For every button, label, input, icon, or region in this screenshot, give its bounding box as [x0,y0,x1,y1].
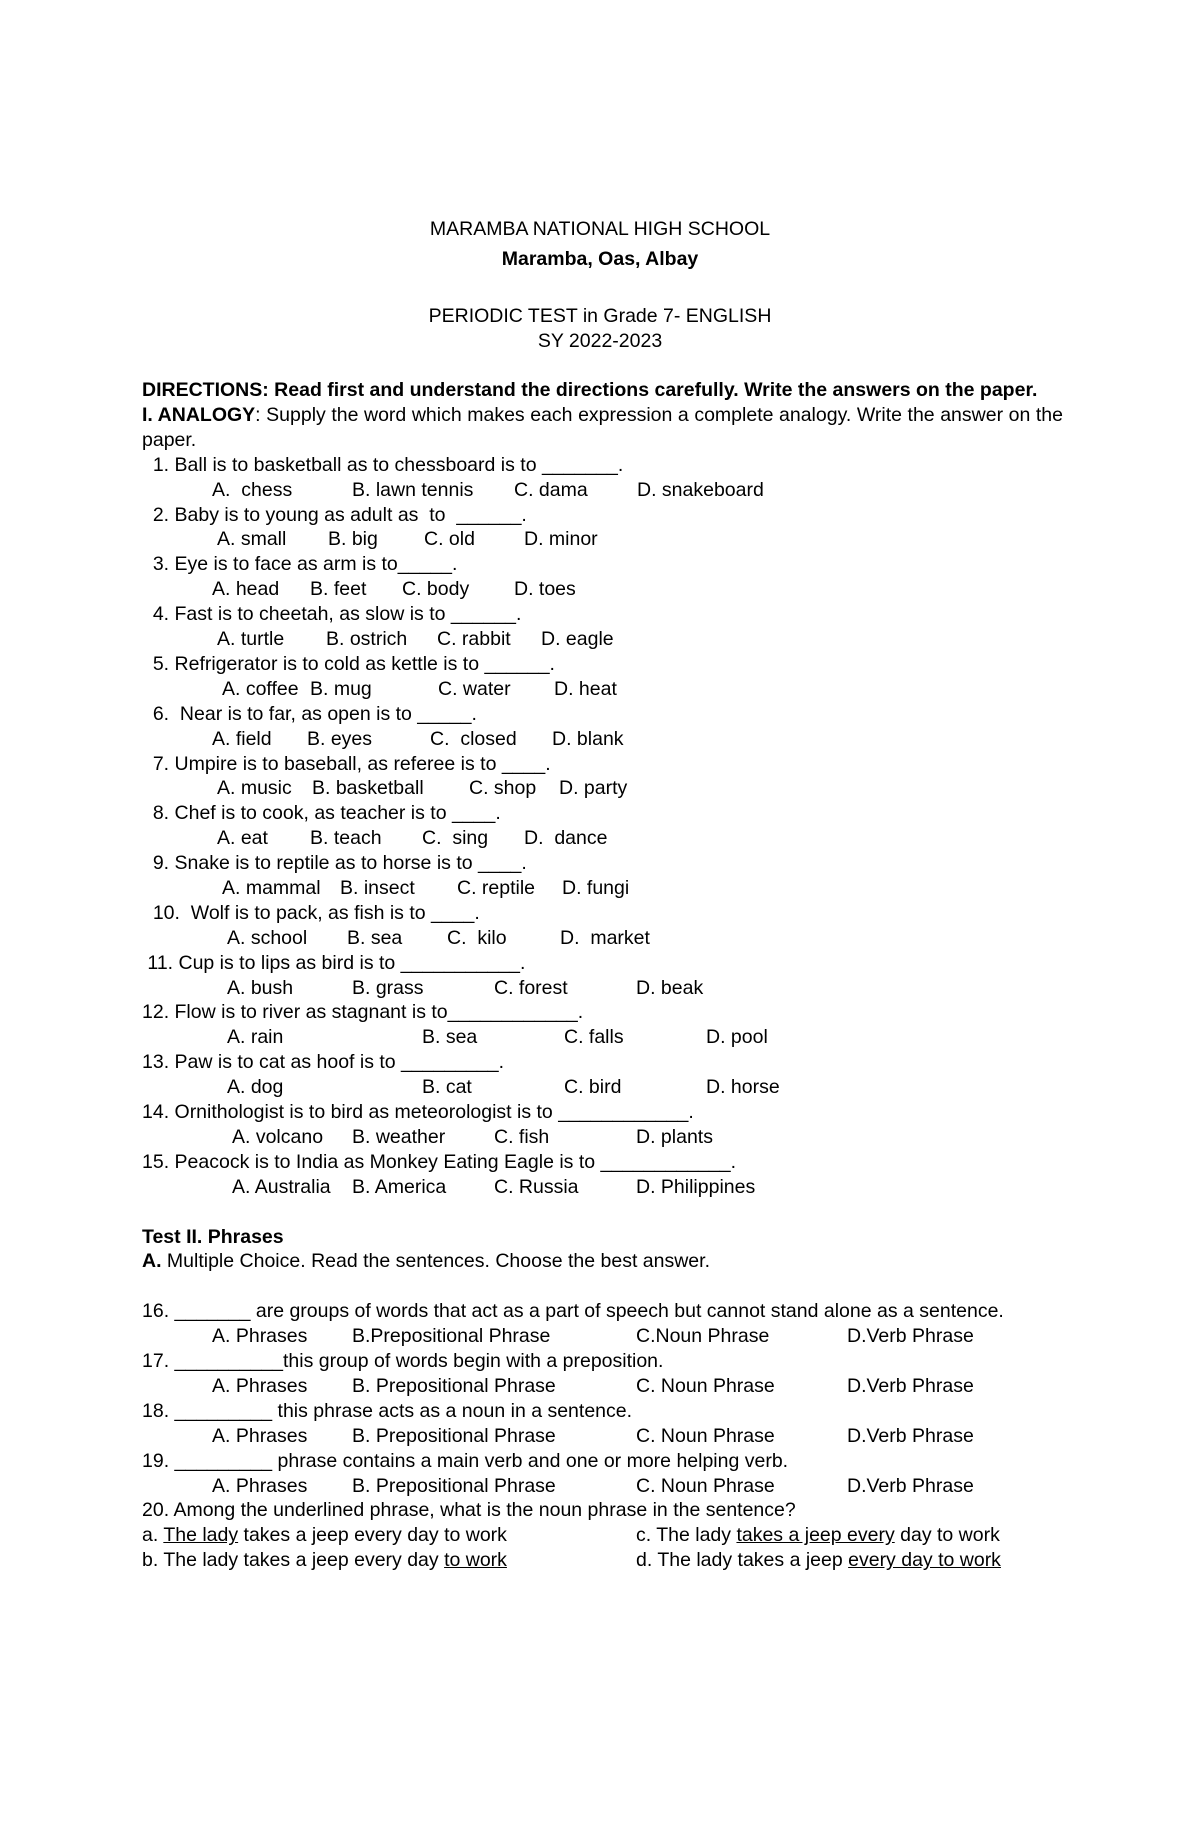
analogy-question-2: 2. Baby is to young as adult as to ______. [142,503,527,526]
analogy-question-11: 11. Cup is to lips as bird is to ___________. [142,951,526,974]
analogy-option-5-b: B. mug [310,677,372,700]
analogy-question-15: 15. Peacock is to India as Monkey Eating Eagle is to ____________. [142,1150,737,1173]
analogy-options-12 [142,1025,1063,1050]
analogy-option-15-d: D. Philippines [636,1175,756,1198]
analogy-options-6 [142,727,1063,752]
analogy-options-5 [142,677,1063,702]
analogy-option-9-a: A. mammal [222,877,321,899]
question-16-options: A. Phrases B.Prepositional Phrase C.Noun Phrase D.Verb Phrase [212,1325,974,1348]
question-17-options: A. Phrases B. Prepositional Phrase C. Noun Phrase D.Verb Phrase [212,1374,974,1397]
analogy-option-5-c: C. water [438,677,511,700]
analogy-option-8-a: A. eat [217,827,268,850]
analogy-option-10-c: C. kilo [447,926,507,949]
analogy-question-3: 3. Eye is to face as arm is to_____. [142,553,458,576]
analogy-option-11-b: B. grass [352,976,424,999]
analogy-question-6: 6. Near is to far, as open is to _____. [142,702,477,725]
analogy-question-1: 1. Ball is to basketball as to chessboard is to _______. [142,453,624,476]
analogy-option-5-d: D. heat [554,677,617,700]
option-c: c. The lady takes a jeep every day to work [636,1524,1000,1547]
analogy-option-1-c: C. dama [514,478,588,501]
directions: DIRECTIONS: Read first and understand the directions carefully. Write the answers on the paper. [142,379,1038,401]
analogy-option-15-c: C. Russia [494,1175,579,1198]
analogy-option-1-a: A. chess [212,478,293,501]
question-18-options: A. Phrases B. Prepositional Phrase C. Noun Phrase D.Verb Phrase [212,1424,974,1447]
analogy-option-10-a: A. school [227,926,308,949]
question-20: 20. Among the underlined phrase, what is the noun phrase in the sentence? [142,1499,796,1522]
option-b: b. The lady takes a jeep every day to work [142,1549,507,1572]
analogy-option-2-d: D. minor [524,528,598,551]
analogy-question-5: 5. Refrigerator is to cold as kettle is to ______. [142,652,555,675]
analogy-option-14-c: C. fish [494,1125,550,1148]
analogy-question-8: 8. Chef is to cook, as teacher is to ____. [142,802,501,825]
analogy-option-1-b: B. lawn tennis [352,478,474,501]
test-ii-title: Test II. Phrases [142,1225,284,1248]
test-title: PERIODIC TEST in Grade 7- ENGLISH [428,305,772,327]
question-17: 17. __________this group of words begin with a preposition. [142,1350,664,1373]
school-address: Maramba, Oas, Albay [501,248,699,270]
analogy-option-3-a: A. head [212,578,280,601]
analogy-options-13 [142,1075,1063,1100]
analogy-option-11-a: A. bush [227,976,294,999]
analogy-option-12-c: C. falls [564,1026,624,1049]
analogy-options-14 [142,1125,1063,1150]
analogy-question-7: 7. Umpire is to baseball, as referee is to ____. [142,752,551,775]
analogy-options-8 [142,826,1063,851]
analogy-option-3-c: C. body [402,578,470,601]
analogy-option-15-b: B. America [352,1175,447,1198]
analogy-options-15 [142,1175,1063,1200]
analogy-option-12-a: A. rain [227,1026,284,1049]
analogy-option-4-a: A. turtle [217,628,285,651]
analogy-option-8-d: D. dance [524,827,608,850]
analogy-option-7-a: A. music [217,777,292,800]
analogy-instructions: I. ANALOGY: Supply the word which makes each expression a complete analogy. Write the answer on the paper. [142,403,1063,451]
analogy-question-12: 12. Flow is to river as stagnant is to____________. [142,1001,584,1024]
analogy-option-13-c: C. bird [564,1076,622,1099]
analogy-option-2-b: B. big [328,528,378,551]
analogy-option-6-a: A. field [212,727,272,750]
analogy-option-10-d: D. market [560,926,650,949]
analogy-option-1-d: D. snakeboard [637,478,764,501]
analogy-items [142,453,1063,1200]
option-d: d. The lady takes a jeep every day to work [636,1549,1001,1572]
analogy-question-9: 9. Snake is to reptile as to horse is to ____. [142,852,527,875]
analogy-options-1 [142,478,1063,503]
analogy-option-10-b: B. sea [347,926,403,949]
analogy-option-8-b: B. teach [310,827,382,850]
question-20-options-bd [142,1548,1063,1573]
part-a-instructions: A. Multiple Choice. Read the sentences. Choose the best answer. [142,1250,710,1273]
analogy-option-15-a: A. Australia [232,1175,331,1198]
analogy-option-8-c: C. sing [422,827,489,850]
question-19-options: A. Phrases B. Prepositional Phrase C. Noun Phrase D.Verb Phrase [212,1474,974,1497]
analogy-option-3-b: B. feet [310,578,367,601]
analogy-option-7-b: B. basketball [312,777,424,800]
analogy-option-7-d: D. party [559,777,628,800]
analogy-options-4 [142,627,1063,652]
exam-content [142,378,1063,1573]
analogy-option-14-d: D. plants [636,1125,713,1148]
analogy-option-12-d: D. pool [706,1026,768,1049]
question-18: 18. _________ this phrase acts as a noun in a sentence. [142,1399,633,1422]
school-name: MARAMBA NATIONAL HIGH SCHOOL [429,218,771,240]
analogy-option-5-a: A. coffee [222,677,299,700]
analogy-option-2-c: C. old [424,528,475,551]
analogy-option-14-a: A. volcano [232,1125,324,1148]
analogy-option-13-d: D. horse [706,1076,780,1099]
analogy-question-4: 4. Fast is to cheetah, as slow is to ______. [142,603,522,626]
analogy-option-9-c: C. reptile [457,877,536,899]
analogy-question-10: 10. Wolf is to pack, as fish is to ____. [142,901,480,924]
analogy-options-11 [142,976,1063,1001]
analogy-option-13-a: A. dog [227,1076,284,1099]
analogy-options-9 [142,876,1063,901]
analogy-option-4-c: C. rabbit [437,628,511,651]
analogy-option-6-d: D. blank [552,727,624,750]
analogy-option-12-b: B. sea [422,1026,478,1049]
analogy-options-3 [142,577,1063,602]
analogy-option-11-d: D. beak [636,976,704,999]
analogy-options-10 [142,926,1063,951]
analogy-option-13-b: B. cat [422,1076,472,1099]
question-19: 19. _________ phrase contains a main verb and one or more helping verb. [142,1449,789,1472]
analogy-option-4-d: D. eagle [541,628,614,651]
analogy-option-4-b: B. ostrich [326,628,408,651]
analogy-options-7 [142,776,1063,801]
analogy-options-2 [142,527,1063,552]
analogy-option-7-c: C. shop [469,777,537,800]
school-year: SY 2022-2023 [537,330,663,352]
analogy-option-9-d: D. fungi [562,877,630,899]
analogy-question-14: 14. Ornithologist is to bird as meteorologist is to ____________. [142,1101,694,1124]
analogy-option-3-d: D. toes [514,578,576,601]
analogy-option-9-b: B. insect [340,877,415,899]
analogy-option-14-b: B. weather [352,1125,446,1148]
option-a: a. The lady takes a jeep every day to work [142,1524,507,1547]
analogy-question-13: 13. Paw is to cat as hoof is to _________. [142,1051,505,1074]
question-20-options-ac [142,1523,1063,1548]
analogy-option-6-c: C. closed [430,727,517,750]
analogy-option-11-c: C. forest [494,976,568,999]
question-16: 16. _______ are groups of words that act as a part of speech but cannot stand alone as a sentence. [142,1300,1004,1323]
analogy-option-2-a: A. small [217,528,287,551]
analogy-option-6-b: B. eyes [307,727,373,750]
